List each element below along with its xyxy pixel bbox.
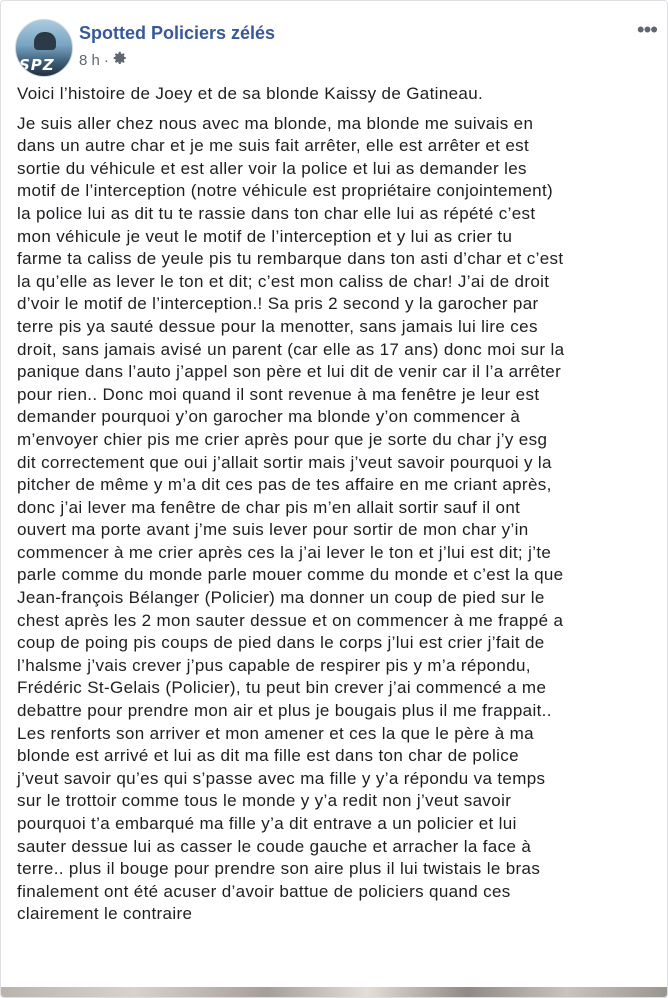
post-header xyxy=(15,17,655,77)
story-line: chest après les 2 mon sauter dessue et on commencer à me frappé a xyxy=(17,610,564,630)
story-line: l’halsme j’vais crever j’pus capable de respirer pis y m’a répondu, xyxy=(17,655,531,675)
story-line: sur le trottoir comme tous le monde y y’a redit non j’veut savoir xyxy=(17,791,512,811)
story-line: blonde est arrivé et lui as dit ma fille est dans ton char de police xyxy=(17,746,519,766)
story-line: Les renforts son arriver et mon amener et ces la que le père à ma xyxy=(17,723,534,743)
story-line: dit correctement que oui j’allait sortir mais j’veut savoir pourquoi y la xyxy=(17,452,552,472)
story-line: pourquoi t’a embarqué ma fille y’a dit entrave a un policier et lui xyxy=(17,814,517,833)
page-name-link[interactable]: Spotted Policiers zélés xyxy=(79,23,276,43)
attached-photo-preview[interactable] xyxy=(1,987,667,997)
story-line: coup de poing pis coups de pied dans le corps j’lui est crier j’fait de xyxy=(17,633,545,653)
story-line: dans un autre char et je me suis fait arrêter, elle est arrêter et est xyxy=(17,136,530,156)
story-line: Jean-françois Bélanger (Policier) ma donner un coup de pied sur le xyxy=(17,588,545,608)
post-meta xyxy=(79,51,127,69)
story-line: commencer à me crier après ces la j’ai lever le ton et j’lui est dit; j’te xyxy=(17,542,552,562)
story-line: droit, sans jamais avisé un parent (car elle as 17 ans) donc moi sur la xyxy=(17,339,565,359)
story-line: mon véhicule je veut le motif de l’interception et y lui as crier tu xyxy=(17,226,513,246)
avatar[interactable] xyxy=(15,19,73,77)
gear-icon[interactable] xyxy=(113,51,127,69)
story-line: motif de l’interception (notre véhicule est propriétaire conjointement) xyxy=(17,181,554,201)
story-line: panique dans l’auto j’appel son père et lui dit de venir car il l’a arrêter xyxy=(17,362,562,382)
avatar-logo-text: SPZ xyxy=(19,56,55,74)
story-line: pitcher de même y m’a dit ces pas de tes affaire en me criant après, xyxy=(17,475,552,495)
post-body xyxy=(17,83,647,926)
timestamp-link[interactable]: 8 h xyxy=(79,51,100,69)
story-line: terre pis ya sauté dessue pour la menotter, sans jamais lui lire ces xyxy=(17,316,538,336)
story-line: sortie du véhicule et est aller voir la police et lui as demander les xyxy=(17,158,527,178)
story-line: demander pourquoi y’on garocher ma blonde y’on commencer à xyxy=(17,407,521,427)
story-line: la qu’elle as lever le ton et dit; c’est mon caliss de char! J’ai de droit xyxy=(17,271,550,291)
story-line: finalement ont été acuser d’avoir battue de policiers quand ces xyxy=(17,881,511,901)
story-line: farme ta caliss de yeule pis tu rembarque dans ton asti d’char et c’est xyxy=(17,249,564,269)
story-line: clairement le contraire xyxy=(17,904,193,924)
story-line: ouvert ma porte avant j’me suis lever pour sortir de mon char y’in xyxy=(17,520,529,540)
story-line: parle comme du monde parle mouer comme du monde et c’est la que xyxy=(17,565,564,585)
story-line: j’veut savoir qu’es qui s’passe avec ma fille y y’a répondu va temps xyxy=(17,768,546,788)
story-line: Je suis aller chez nous avec ma blonde, ma blonde me suivais en xyxy=(17,113,534,133)
story-line: pour rien.. Donc moi quand il sont revenue à ma fenêtre je leur est xyxy=(17,384,540,404)
avatar-figure xyxy=(34,32,56,50)
post-intro: Voici l’histoire de Joey et de sa blonde Kaissy de Gatineau. xyxy=(17,84,484,103)
meta-separator: · xyxy=(103,51,109,69)
more-icon[interactable]: ••• xyxy=(636,17,657,42)
story-line: la police lui as dit tu te rassie dans ton char elle lui as répété c’est xyxy=(17,203,536,223)
post-story xyxy=(17,113,647,926)
story-line: donc j’ai lever ma fenêtre de char pis m’en allait sortir sauf il ont xyxy=(17,497,521,517)
story-line: terre.. plus il bouge pour prendre son aire plus il lui twistais le bras xyxy=(17,859,541,879)
story-line: sauter dessue lui as casser le coude gauche et arracher la face à xyxy=(17,836,532,856)
story-line: d’voir le motif de l’interception.! Sa pris 2 second y la garocher par xyxy=(17,294,539,314)
story-line: debattre pour prendre mon air et plus je bougais plus il me frappait.. xyxy=(17,701,552,721)
story-line: Frédéric St-Gelais (Policier), tu peut bin crever j’ai commencé a me xyxy=(17,678,547,698)
story-line: m’envoyer chier pis me crier après pour que je sorte du char j’y esg xyxy=(17,429,548,449)
